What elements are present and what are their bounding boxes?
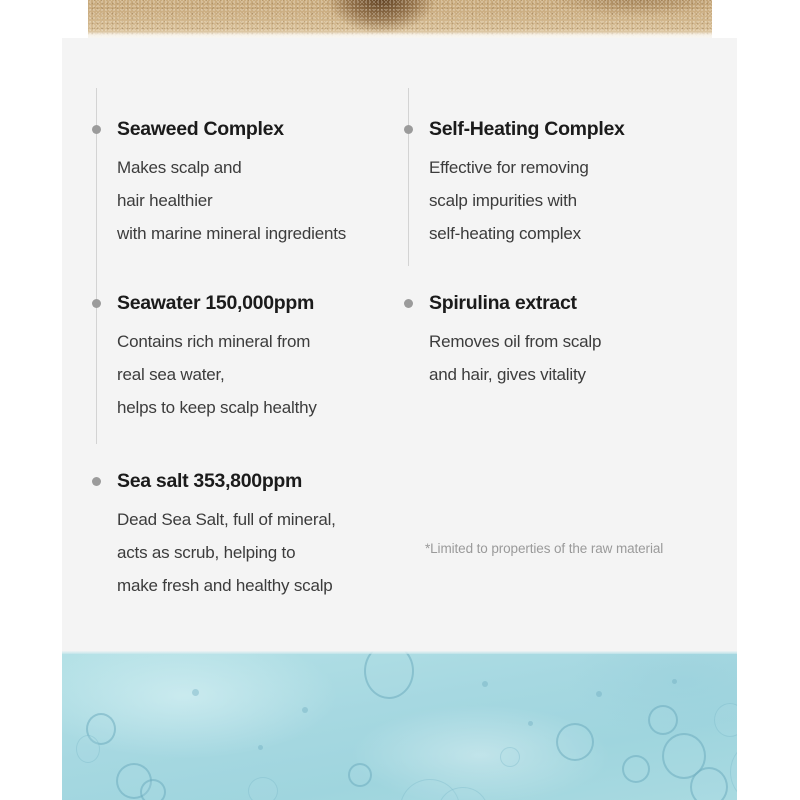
feature-description-line: acts as scrub, helping to bbox=[117, 543, 296, 562]
footnote-disclaimer: *Limited to properties of the raw material bbox=[425, 541, 664, 556]
feature-description-line: real sea water, bbox=[117, 365, 225, 384]
feature-description-line: scalp impurities with bbox=[429, 191, 577, 210]
feature-columns bbox=[62, 38, 737, 651]
feature-body bbox=[117, 254, 409, 424]
water-bubbles-photo bbox=[62, 651, 737, 800]
feature-description-line: Contains rich mineral from bbox=[117, 332, 311, 351]
feature-description-line: Effective for removing bbox=[429, 158, 589, 177]
sand-beach-photo bbox=[88, 0, 712, 38]
bubble-shape bbox=[596, 691, 602, 697]
feature-description-line: Removes oil from scalp bbox=[429, 332, 602, 351]
bullet-dot-icon bbox=[404, 125, 413, 134]
bubble-shape bbox=[500, 747, 520, 767]
feature-body bbox=[117, 432, 409, 602]
bubble-shape bbox=[76, 735, 100, 763]
feature-description-line: and hair, gives vitality bbox=[429, 365, 586, 384]
feature-body bbox=[429, 254, 721, 391]
bubble-shape bbox=[648, 705, 678, 735]
ingredient-features-panel bbox=[62, 38, 737, 651]
feature-description bbox=[117, 142, 409, 250]
feature-description bbox=[429, 316, 721, 391]
water-top-edge bbox=[62, 651, 737, 654]
bullet-dot-icon bbox=[92, 477, 101, 486]
feature-description-line: Makes scalp and bbox=[117, 158, 242, 177]
feature-description bbox=[429, 142, 721, 250]
feature-description-line: helps to keep scalp healthy bbox=[117, 398, 317, 417]
bullet-dot-icon bbox=[404, 299, 413, 308]
bubble-shape bbox=[258, 745, 263, 750]
feature-description-line: hair healthier bbox=[117, 191, 213, 210]
feature-description-line: self-heating complex bbox=[429, 224, 581, 243]
feature-description-line: Dead Sea Salt, full of mineral, bbox=[117, 510, 336, 529]
feature-body bbox=[429, 80, 721, 250]
bubble-shape bbox=[140, 779, 166, 800]
bubble-shape bbox=[302, 707, 308, 713]
sand-bottom-fade bbox=[88, 31, 712, 38]
bubble-shape bbox=[528, 721, 533, 726]
feature-description-line: with marine mineral ingredients bbox=[117, 224, 347, 243]
bubble-shape bbox=[690, 767, 728, 800]
feature-title: Spirulina extract bbox=[429, 292, 577, 314]
feature-body bbox=[117, 80, 409, 250]
bullet-dot-icon bbox=[92, 125, 101, 134]
bubble-shape bbox=[248, 777, 278, 800]
bullet-dot-icon bbox=[92, 299, 101, 308]
connector-rail-left bbox=[96, 88, 97, 444]
bubble-shape bbox=[482, 681, 488, 687]
bubble-shape bbox=[348, 763, 372, 787]
feature-title: Sea salt 353,800ppm bbox=[117, 470, 303, 492]
bubble-shape bbox=[192, 689, 199, 696]
feature-description bbox=[117, 494, 409, 602]
connector-rail-right bbox=[408, 88, 409, 266]
feature-description bbox=[117, 316, 409, 424]
bubble-shape bbox=[622, 755, 650, 783]
feature-title: Seawater 150,000ppm bbox=[117, 292, 315, 314]
feature-title: Seaweed Complex bbox=[117, 118, 284, 140]
feature-description-line: make fresh and healthy scalp bbox=[117, 576, 333, 595]
bubble-shape bbox=[672, 679, 677, 684]
bubble-shape bbox=[556, 723, 594, 761]
feature-title: Self-Heating Complex bbox=[429, 118, 625, 140]
